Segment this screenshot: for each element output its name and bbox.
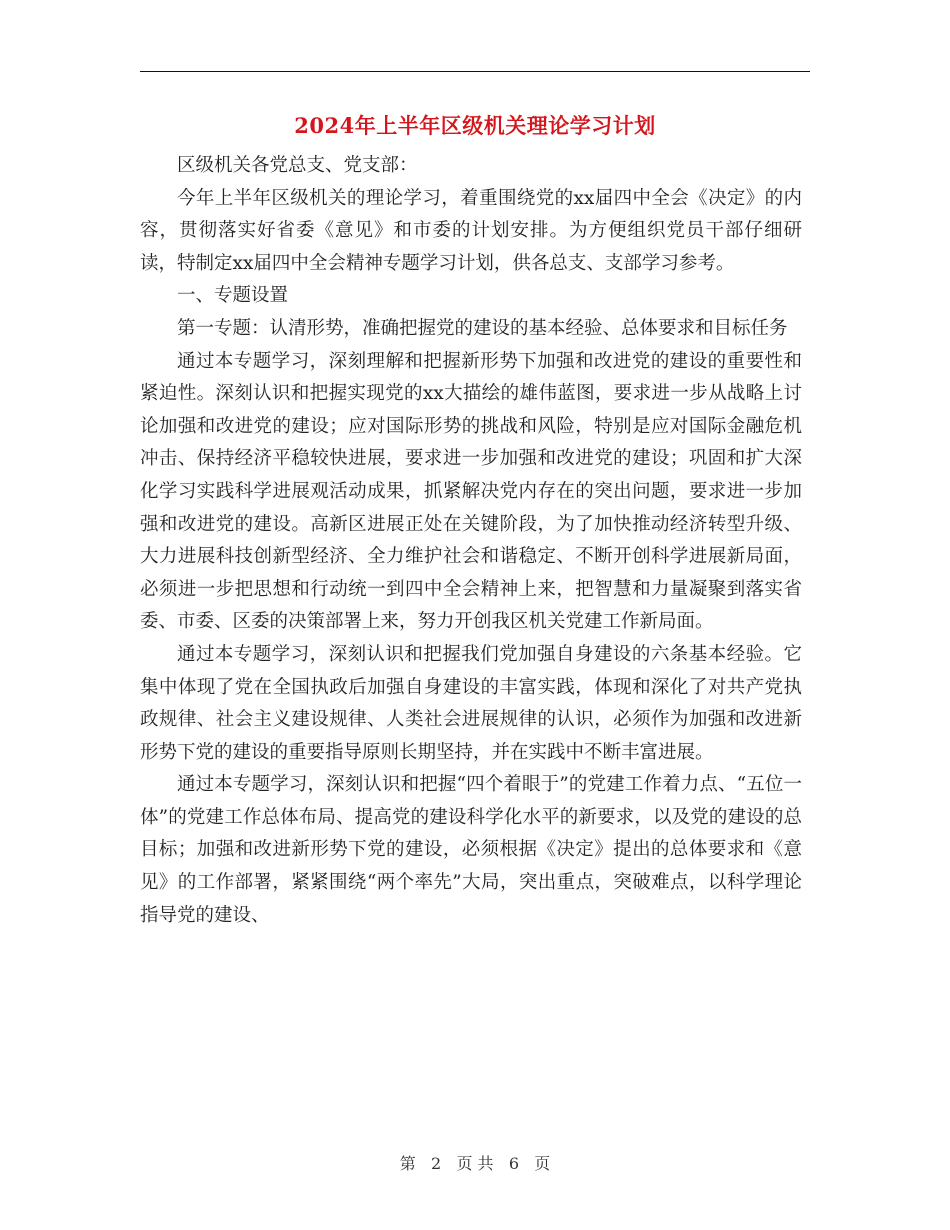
document-title: 2024年上半年区级机关理论学习计划 — [294, 113, 656, 138]
header-rule — [140, 71, 810, 72]
section-heading: 一、专题设置 — [177, 285, 289, 307]
salutation-paragraph: 区级机关各党总支、党支部： — [177, 155, 418, 176]
footer-label-middle: 页 共 — [456, 1154, 494, 1173]
body-paragraph: 通过本专题学习，深刻认识和把握“四个着眼于”的党建工作着力点、“五位一体”的党建工作总体布局、提高党的建设科学化水平的新要求，以及党的建设的总目标；加强和改进新形势下党的建设，必须根据《决定》提出的总体要求和《意见》的工作部署，紧紧围绕“两个率先”大局，突出重点，突破难点，以科学理论指导党的建设、 — [140, 774, 802, 926]
intro-paragraph: 今年上半年区级机关的理论学习，着重围绕党的xx届四中全会《决定》的内容，贯彻落实好省委《意见》和市委的计划安排。为方便组织党员干部仔细研读，特制定xx届四中全会精神专题学习计划，供各总支、支部学习参考。 — [140, 187, 802, 274]
footer-page-current: 2 — [430, 1154, 442, 1173]
body-paragraph: 通过本专题学习，深刻认识和把握我们党加强自身建设的六条基本经验。它集中体现了党在全国执政后加强自身建设的丰富实践，体现和深化了对共产党执政规律、社会主义建设规律、人类社会进展规律的认识，必须作为加强和改进新形势下党的建设的重要指导原则长期坚持，并在实践中不断丰富进展。 — [140, 643, 802, 763]
body-paragraph: 通过本专题学习，深刻理解和把握新形势下加强和改进党的建设的重要性和紧迫性。深刻认识和把握实现党的xx大描绘的雄伟蓝图，要求进一步从战略上讨论加强和改进党的建设；应对国际形势的挑战和风险，特别是应对国际金融危机冲击、保持经济平稳较快进展，要求进一步加强和改进党的建设；巩固和扩大深化学习实践科学进展观活动成果，抓紧解决党内存在的突出问题，要求进一步加强和改进党的建设。高新区进展正处在关键阶段，为了加快推动经济转型升级、大力进展科技创新型经济、全力维护社会和谐稳定、不断开创科学进展新局面，必须进一步把思想和行动统一到四中全会精神上来，把智慧和力量凝聚到落实省委、市委、区委的决策部署上来，努力开创我区机关党建工作新局面。 — [140, 350, 802, 633]
page-footer — [0, 1152, 950, 1176]
footer-label-after: 页 — [534, 1154, 551, 1173]
document-body — [140, 150, 802, 932]
footer-page-total: 6 — [508, 1154, 520, 1173]
topic-heading: 第一专题：认清形势，准确把握党的建设的基本经验、总体要求和目标任务 — [177, 317, 788, 339]
footer-label-before: 第 — [399, 1154, 416, 1173]
